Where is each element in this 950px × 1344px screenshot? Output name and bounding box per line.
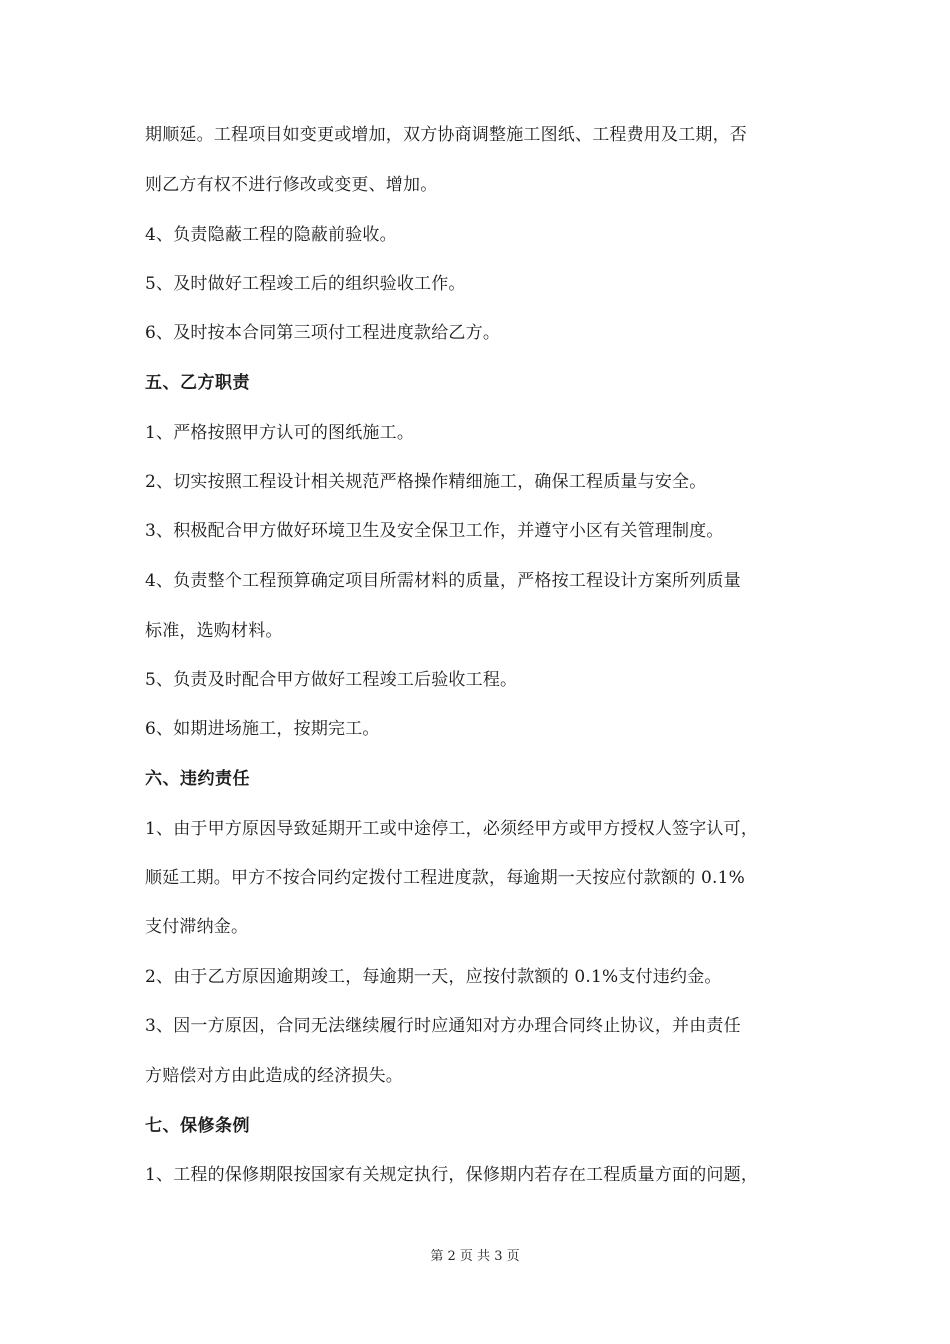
list-item-5: 5、负责及时配合甲方做好工程竣工后验收工程。 [145, 670, 518, 690]
section-heading-6: 六、违约责任 [145, 769, 250, 789]
section-heading-7: 七、保修条例 [145, 1116, 250, 1136]
body-text-line: 方赔偿对方由此造成的经济损失。 [145, 1066, 403, 1086]
page-footer: 第 2 页 共 3 页 [430, 1249, 520, 1264]
body-text-line: 支付滞纳金。 [145, 917, 249, 937]
list-item-6: 6、如期进场施工，按期完工。 [145, 719, 380, 739]
list-item-2: 2、由于乙方原因逾期竣工，每逾期一天，应按付款额的 0.1%支付违约金。 [145, 967, 722, 987]
list-item-4: 4、负责整个工程预算确定项目所需材料的质量，严格按工程设计方案所列质量 [145, 571, 741, 591]
list-item-1: 1、工程的保修期限按国家有关规定执行，保修期内若存在工程质量方面的问题， [145, 1165, 759, 1185]
list-item-6: 6、及时按本合同第三项付工程进度款给乙方。 [145, 323, 501, 343]
list-item-3: 3、积极配合甲方做好环境卫生及安全保卫工作，并遵守小区有关管理制度。 [145, 521, 724, 541]
list-item-1: 1、严格按照甲方认可的图纸施工。 [145, 423, 415, 443]
list-item-2: 2、切实按照工程设计相关规范严格操作精细施工，确保工程质量与安全。 [145, 472, 707, 492]
list-item-5: 5、及时做好工程竣工后的组织验收工作。 [145, 274, 466, 294]
section-heading-5: 五、乙方职责 [145, 373, 250, 393]
body-text-line: 标准，选购材料。 [145, 621, 283, 641]
list-item-3: 3、因一方原因，合同无法继续履行时应通知对方办理合同终止协议，并由责任 [145, 1016, 741, 1036]
list-item-4: 4、负责隐蔽工程的隐蔽前验收。 [145, 225, 397, 245]
body-text-line: 则乙方有权不进行修改或变更、增加。 [145, 175, 438, 195]
body-text-line: 期顺延。工程项目如变更或增加，双方协商调整施工图纸、工程费用及工期，否 [145, 125, 747, 145]
body-text-line: 顺延工期。甲方不按合同约定拨付工程进度款，每逾期一天按应付款额的 0.1% [145, 868, 745, 888]
list-item-1: 1、由于甲方原因导致延期开工或中途停工，必须经甲方或甲方授权人签字认可， [145, 819, 759, 839]
